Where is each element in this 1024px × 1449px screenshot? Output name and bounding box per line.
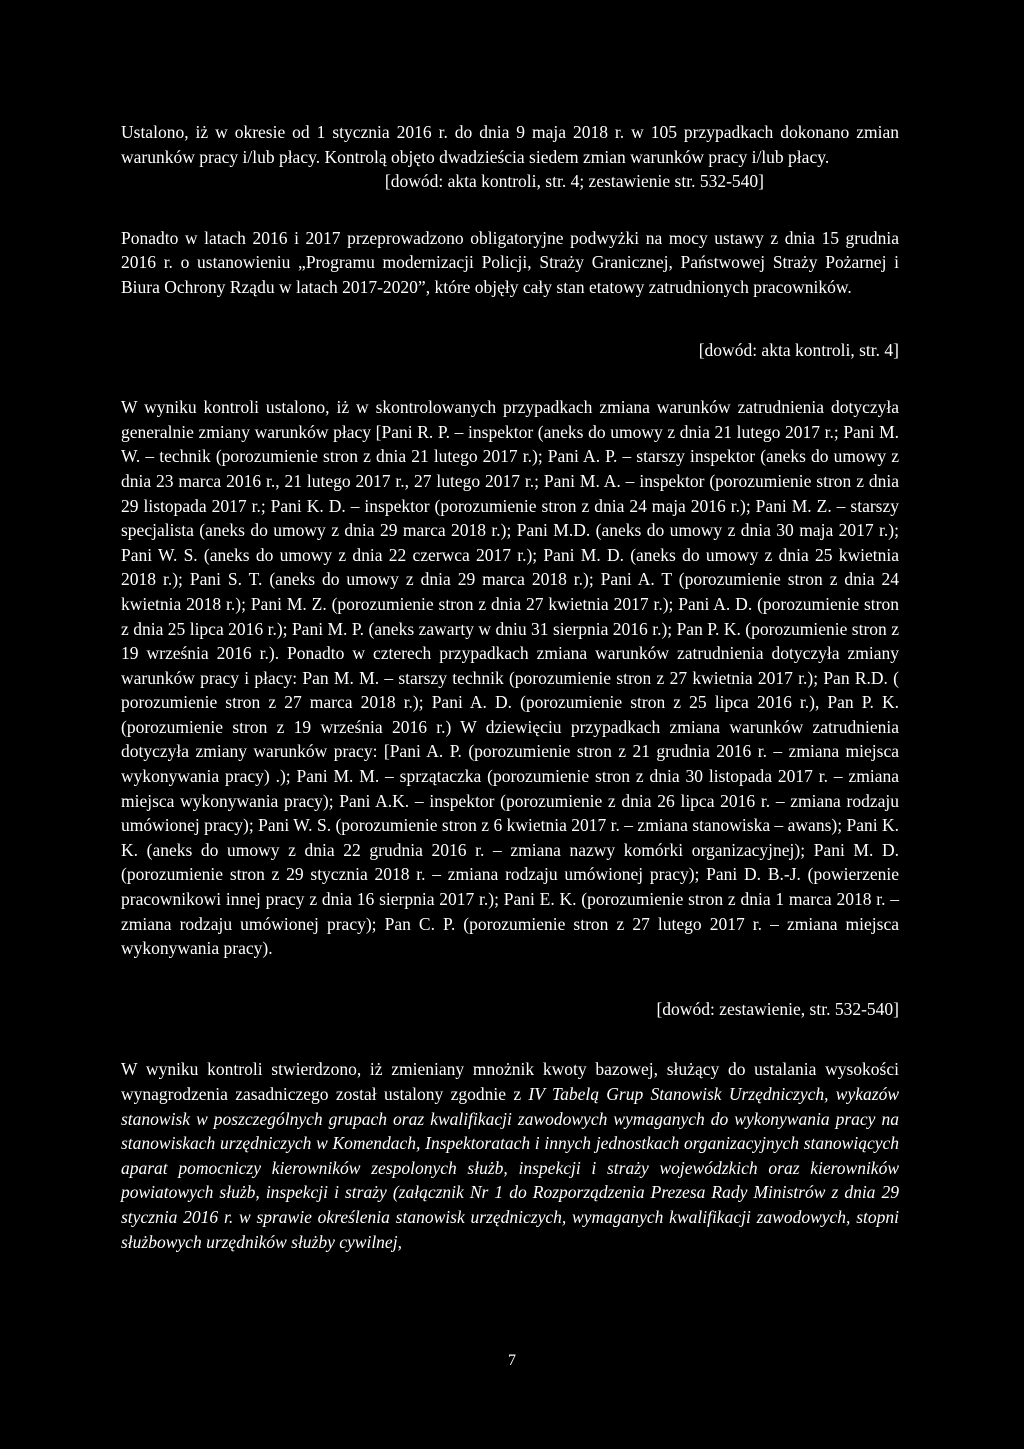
evidence-reference-1: [dowód: akta kontroli, str. 4; zestawienie str. 532-540] xyxy=(384,171,764,192)
regulation-reference: IV Tabelą Grup Stanowisk Urzędniczych, wykazów stanowisk w poszczególnych grupach oraz kwalifikacji zawodowych wymaganych do wykonywania pracy na stanowiskach urzędniczych w Komendach, Inspektoratach i innych jednostkach organizacyjnych stanowiących aparat pomocniczy kierowników zespolonych służb, inspekcji i straży wojewódzkich oraz kierowników powiatowych służb, inspekcji i straży (załącznik Nr 1 do Rozporządzenia Prezesa Rady Ministrów z dnia 29 stycznia 2016 r. w sprawie określenia stanowisk urzędniczych, wymaganych kwalifikacji zawodowych, stopni służbowych urzędników służby cywilnej, xyxy=(121,1084,899,1252)
paragraph-changes-summary: Ustalono, iż w okresie od 1 stycznia 2016 r. do dnia 9 maja 2018 r. w 105 przypadkach dokonano zmian warunków pracy i/lub płacy. Kontrolą objęto dwadzieścia siedem zmian warunków pracy i/lub płacy. xyxy=(121,122,899,167)
paragraph-base-multiplier-text: W wyniku kontroli stwierdzono, iż zmieniany mnożnik kwoty bazowej, służący do ustalania wysokości wynagrodzenia zasadniczego został ustalony zgodnie z xyxy=(121,1059,899,1104)
paragraph-mandatory-raises: Ponadto w latach 2016 i 2017 przeprowadzono obligatoryjne podwyżki na mocy ustawy z dnia 15 grudnia 2016 r. o ustanowieniu „Programu modernizacji Policji, Straży Granicznej, Państwowej Straży Pożarnej i Biura Ochrony Rządu w latach 2017-2020”, które objęły cały stan etatowy zatrudnionych pracowników. xyxy=(121,227,899,297)
paragraph-control-findings: W wyniku kontroli ustalono, iż w skontrolowanych przypadkach zmiana warunków zatrudnienia dotyczyła generalnie zmiany warunków płacy [Pani R. P. – inspektor (aneks do umowy z dnia 21 lutego 2017 r.; Pani M. W. – technik (porozumienie stron z dnia 21 lutego 2017 r.); Pani A. P. – starszy inspektor (aneks do umowy z dnia 23 marca 2016 r., 21 lutego 2017 r., 27 lutego 2017 r.; Pani M. A. – inspektor (porozumienie stron z dnia 29 listopada 2017 r.; Pani K. D. – inspektor (porozumienie stron z dnia 24 maja 2016 r.); Pani M. Z. – starszy specjalista (aneks do umowy z dnia 29 marca 2018 r.); Pani M.D. (aneks do umowy z dnia 30 maja 2017 r.); Pani W. S. (aneks do umowy z dnia 22 czerwca 2017 r.); Pani M. D. (aneks do umowy z dnia 25 kwietnia 2018 r.); Pani S. T. (aneks do umowy z dnia 29 marca 2018 r.); Pani A. T (porozumienie stron z dnia 24 kwietnia 2018 r.); Pani M. Z. (porozumienie stron z dnia 27 kwietnia 2017 r.); Pani A. D. (porozumienie stron z dnia 25 lipca 2016 r.); Pani M. P. (aneks zawarty w dniu 31 sierpnia 2016 r.); Pan P. K. (porozumienie stron z 19 września 2016 r.). Ponadto w czterech przypadkach zmiana warunków zatrudnienia dotyczyła zmiany warunków pracy i płacy: Pan M. M. – starszy technik (porozumienie stron z 27 kwietnia 2017 r.); Pan R.D. ( porozumienie stron z 27 marca 2018 r.); Pani A. D. (porozumienie stron z 25 lipca 2016 r.), Pan P. K. (porozumienie stron z 19 września 2016 r.) W dziewięciu przypadkach zmiana warunków zatrudnienia dotyczyła zmiany warunków pracy: [Pani A. P. (porozumienie stron z 21 grudnia 2016 r. – zmiana miejsca wykonywania pracy) .); Pani M. M. – sprzątaczka (porozumienie stron z dnia 30 listopada 2017 r. – zmiana miejsca wykonywania pracy); Pani A.K. – inspektor (porozumienie z dnia 26 lipca 2016 r. – zmiana rodzaju umówionej pracy); Pani W. S. (porozumienie stron z 6 kwietnia 2017 r. – zmiana stanowiska – awans); Pani K. K. (aneks do umowy z dnia 22 grudnia 2016 r. – zmiana nazwy komórki organizacyjnej); Pani M. D. (porozumienie stron z 29 stycznia 2018 r. – zmiana rodzaju umówionej pracy); Pani D. B.-J. (powierzenie pracownikowi innej pracy z dnia 16 sierpnia 2017 r.); Pani E. K. (porozumienie stron z dnia 1 marca 2018 r. – zmiana rodzaju umówionej pracy); Pan C. P. (porozumienie stron z 27 lutego 2017 r. – zmiana miejsca wykonywania pracy). xyxy=(121,397,899,959)
evidence-reference-3: [dowód: zestawienie, str. 532-540] xyxy=(656,998,899,1019)
page-number: 7 xyxy=(508,1352,516,1369)
document-page xyxy=(121,120,899,1254)
evidence-reference-2: [dowód: akta kontroli, str. 4] xyxy=(698,339,899,360)
paragraph-base-multiplier xyxy=(121,1057,899,1254)
